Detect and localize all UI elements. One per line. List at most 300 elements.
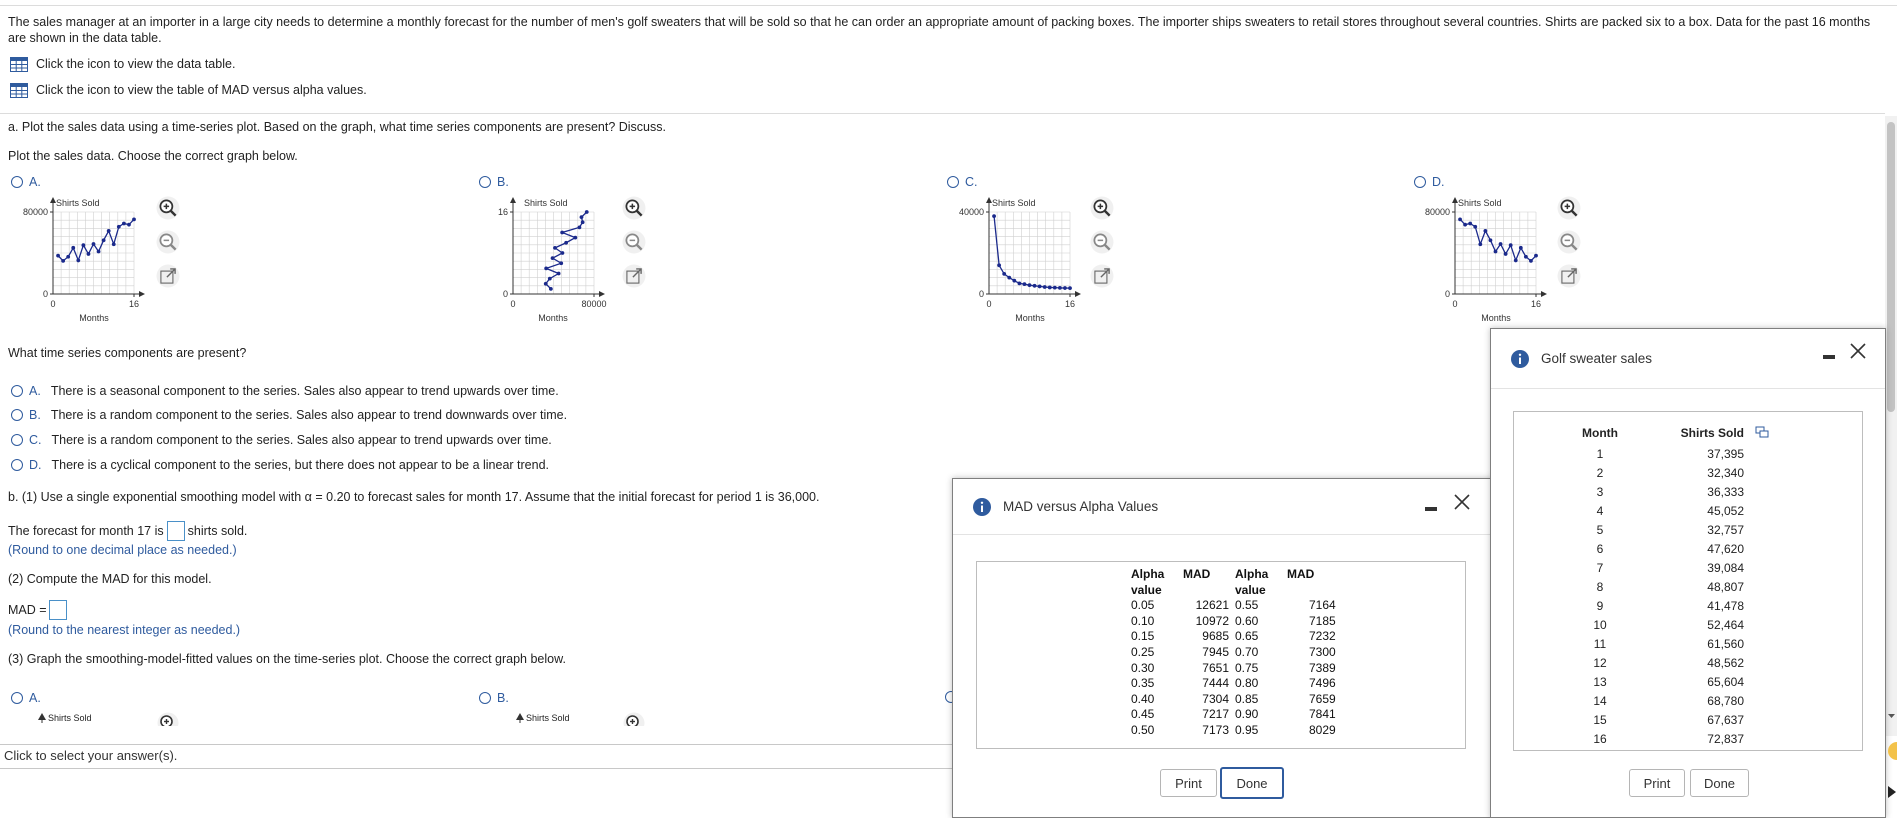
table-row	[1570, 672, 1774, 691]
shirts-sold-cell: 39,084	[1707, 560, 1744, 575]
data-point	[548, 277, 552, 281]
x-tick-label: 0	[1452, 299, 1458, 309]
data-point	[1068, 286, 1072, 290]
forecast-hint: (Round to one decimal place as needed.)	[8, 543, 237, 557]
month-cell: 6	[1596, 541, 1604, 556]
data-point	[1514, 259, 1518, 263]
mad-cell: 7304	[1202, 691, 1229, 706]
data-point	[585, 210, 589, 214]
data-point	[1483, 229, 1487, 233]
arrow-up-icon	[516, 713, 524, 723]
radio-button[interactable]	[11, 409, 23, 421]
arrow-right-icon[interactable]	[1886, 785, 1897, 799]
y-axis-arrow	[510, 197, 516, 203]
chart-grid	[1452, 197, 1547, 297]
radio-button[interactable]	[947, 176, 959, 188]
data-point	[1012, 279, 1016, 283]
data-point	[1529, 259, 1533, 263]
data-point	[1053, 286, 1057, 290]
data-point	[97, 250, 101, 254]
mad-table	[1131, 567, 1336, 739]
table-row	[1131, 676, 1336, 692]
done-button[interactable]: Done	[1220, 767, 1284, 799]
data-point	[544, 266, 548, 270]
data-point	[1519, 246, 1523, 250]
popout-icon[interactable]	[622, 264, 646, 288]
table-row	[1131, 598, 1336, 614]
chart-data-line	[56, 217, 136, 262]
x-tick-label: 80000	[581, 299, 607, 309]
month-cell: 13	[1593, 674, 1607, 689]
month-cell: 5	[1596, 522, 1604, 537]
data-point	[1002, 272, 1006, 276]
data-point	[112, 242, 116, 246]
x-axis-arrow	[1075, 291, 1081, 297]
data-point	[1033, 284, 1037, 288]
table-row	[1570, 577, 1774, 596]
shirts-sold-cell: 32,757	[1707, 522, 1744, 537]
mad-cell: 7217	[1202, 707, 1229, 722]
spacer-cell	[1750, 501, 1774, 520]
chart-grid	[50, 197, 145, 297]
print-button[interactable]: Print	[1629, 769, 1685, 797]
shirts-sold-cell: 48,562	[1707, 655, 1744, 670]
scroll-down-arrow-icon[interactable]	[1886, 712, 1897, 720]
data-table-link-text[interactable]: Click the icon to view the data table.	[36, 57, 236, 71]
shirts-sold-cell: 32,340	[1707, 465, 1744, 480]
spacer-cell	[1750, 710, 1774, 729]
table-row	[1131, 723, 1336, 739]
table-row	[1570, 653, 1774, 672]
month-cell: 14	[1593, 693, 1607, 708]
data-point	[71, 246, 75, 250]
mad-cell: 7841	[1309, 707, 1336, 722]
section-divider	[0, 113, 1885, 114]
mad-answer-input[interactable]	[49, 600, 67, 620]
header-shirts-sold: Shirts Sold	[1680, 426, 1744, 440]
graph-c[interactable]	[936, 190, 1086, 325]
data-point	[127, 223, 131, 227]
table-row	[1570, 501, 1774, 520]
table-row	[1570, 558, 1774, 577]
table-row	[1131, 707, 1336, 723]
dialog-title: MAD versus Alpha Values	[1003, 499, 1159, 514]
data-point	[1048, 286, 1052, 290]
y-axis-title: Shirts Sold	[1458, 198, 1502, 208]
alpha-cell: 0.85	[1235, 691, 1259, 706]
data-point	[557, 272, 561, 276]
data-point	[581, 220, 585, 224]
shirts-sold-cell: 36,333	[1707, 484, 1744, 499]
data-point	[551, 256, 555, 260]
table-row	[1570, 482, 1774, 501]
alpha-cell: 0.80	[1235, 676, 1259, 691]
table-icon[interactable]	[10, 83, 28, 98]
data-point	[1473, 225, 1477, 229]
data-point	[1007, 276, 1011, 280]
part-a-question: a. Plot the sales data using a time-series plot. Based on the graph, what time series components are present? Discuss.	[8, 120, 666, 134]
shirts-sold-cell: 41,478	[1707, 598, 1744, 613]
mad-cell: 7945	[1202, 644, 1229, 659]
month-cell: 7	[1596, 560, 1604, 575]
data-point	[1478, 242, 1482, 246]
mad-line: MAD =	[8, 600, 70, 620]
table-row	[1131, 614, 1336, 630]
data-point	[564, 241, 568, 245]
spacer-cell	[1750, 520, 1774, 539]
shirts-sold-cell: 47,620	[1707, 541, 1744, 556]
graph-b[interactable]	[468, 190, 618, 325]
x-axis-title: Months	[79, 313, 109, 323]
spacer-cell	[1750, 444, 1774, 463]
graph-a[interactable]	[0, 190, 150, 325]
radio-button[interactable]	[1414, 176, 1426, 188]
data-point	[61, 259, 65, 263]
shirts-sold-cell: 45,052	[1707, 503, 1744, 518]
table-row	[1570, 444, 1774, 463]
graph-option-b[interactable]: B.	[479, 174, 509, 190]
sales-table-panel	[1513, 411, 1863, 751]
radio-button[interactable]	[11, 692, 23, 704]
popout-icon[interactable]	[1557, 264, 1581, 288]
mad-cell: 7164	[1309, 598, 1336, 613]
shirts-sold-cell: 61,560	[1707, 636, 1744, 651]
alpha-cell: 0.10	[1131, 613, 1155, 628]
y-axis-title: Shirts Sold	[56, 198, 100, 208]
chart-grid	[986, 197, 1081, 297]
x-axis-arrow	[139, 291, 145, 297]
mad-hint: (Round to the nearest integer as needed.)	[8, 623, 241, 637]
fitted-graph-a-ytitle: Shirts Sold	[38, 713, 92, 723]
fitted-graph-option-a[interactable]: A.	[11, 690, 41, 706]
data-point	[56, 254, 60, 258]
data-point	[561, 251, 565, 255]
fitted-graph-b-ytitle: Shirts Sold	[516, 713, 570, 723]
month-cell: 12	[1593, 655, 1607, 670]
data-point	[87, 252, 91, 256]
data-point	[1509, 243, 1513, 247]
data-point	[81, 243, 85, 247]
data-point	[117, 225, 121, 229]
data-point	[1063, 286, 1067, 290]
zoom-out-icon[interactable]	[1090, 230, 1114, 254]
x-tick-label: 16	[1064, 299, 1076, 309]
scrollbar-thumb[interactable]	[1887, 122, 1895, 412]
month-cell: 11	[1593, 636, 1607, 651]
header-mad: MAD	[1183, 567, 1211, 581]
data-point	[1524, 255, 1528, 259]
header-alpha: Alpha value	[1235, 567, 1269, 597]
alpha-cell: 0.50	[1131, 722, 1155, 737]
data-point	[580, 215, 584, 219]
data-point	[1468, 222, 1472, 226]
spacer-cell	[1750, 634, 1774, 653]
month-cell: 15	[1593, 712, 1607, 727]
alpha-cell: 0.55	[1235, 598, 1259, 613]
y-tick-label: 0	[42, 289, 48, 299]
spacer-cell	[1750, 539, 1774, 558]
shirts-sold-cell: 48,807	[1707, 579, 1744, 594]
sales-dialog	[1490, 328, 1886, 818]
table-row	[1570, 520, 1774, 539]
data-point	[573, 236, 577, 240]
chart-data-line	[544, 210, 589, 291]
chart-data-line	[992, 214, 1072, 290]
x-tick-label: 0	[50, 299, 56, 309]
zoom-out-icon[interactable]	[1557, 230, 1581, 254]
alpha-cell: 0.90	[1235, 707, 1259, 722]
y-tick-label: 40000	[958, 207, 984, 217]
x-axis-arrow	[1541, 291, 1547, 297]
popout-icon[interactable]	[156, 264, 180, 288]
table-row	[1131, 661, 1336, 677]
info-icon	[1511, 350, 1529, 368]
part-a-instruction: Plot the sales data. Choose the correct graph below.	[8, 149, 298, 163]
y-tick-label: 80000	[22, 207, 48, 217]
radio-button[interactable]	[479, 692, 491, 704]
graph-option-c[interactable]: C.	[947, 174, 978, 190]
mad-cell: 7389	[1309, 660, 1336, 675]
spacer-cell	[1750, 653, 1774, 672]
x-tick-label: 16	[1530, 299, 1542, 309]
table-row	[1570, 596, 1774, 615]
alpha-cell: 0.05	[1131, 598, 1155, 613]
mad-cell: 10972	[1195, 613, 1229, 628]
graph-option-a[interactable]: A.	[11, 174, 41, 190]
zoom-in-icon[interactable]	[1090, 196, 1114, 220]
shirts-sold-cell: 67,637	[1707, 712, 1744, 727]
y-axis-title: Shirts Sold	[524, 198, 568, 208]
mad-cell: 7173	[1202, 722, 1229, 737]
mad-cell: 7300	[1309, 644, 1336, 659]
graph-option-d[interactable]: D.	[1414, 174, 1445, 190]
radio-button[interactable]	[11, 176, 23, 188]
table-icon[interactable]	[10, 57, 28, 72]
spacer-cell	[1750, 463, 1774, 482]
spacer-cell	[1750, 596, 1774, 615]
y-tick-label: 16	[497, 207, 508, 217]
spacer-cell	[1750, 558, 1774, 577]
components-question: What time series components are present?	[8, 346, 247, 360]
data-point	[544, 282, 548, 286]
forecast-line: The forecast for month 17 is shirts sold.	[8, 521, 247, 541]
table-row	[1570, 710, 1774, 729]
shirts-sold-cell: 68,780	[1707, 693, 1744, 708]
data-point	[1028, 283, 1032, 287]
forecast-answer-input[interactable]	[167, 521, 185, 541]
data-point	[1489, 238, 1493, 242]
table-row	[1570, 729, 1774, 748]
popout-icon[interactable]	[1090, 264, 1114, 288]
table-row	[1570, 539, 1774, 558]
dialog-header	[1491, 329, 1885, 389]
mad-cell: 7659	[1309, 691, 1336, 706]
month-cell: 1	[1596, 446, 1604, 461]
x-axis-title: Months	[1481, 313, 1511, 323]
close-icon[interactable]	[1453, 493, 1471, 511]
shirts-sold-cell: 65,604	[1707, 674, 1744, 689]
data-point	[992, 214, 996, 218]
alpha-cell: 0.30	[1131, 660, 1155, 675]
print-button[interactable]: Print	[1160, 769, 1217, 797]
graph-d[interactable]	[1402, 190, 1552, 325]
mad-cell: 7232	[1309, 629, 1336, 644]
table-row	[1131, 692, 1336, 708]
zoom-out-icon[interactable]	[156, 230, 180, 254]
data-point	[1017, 281, 1021, 285]
data-point	[76, 259, 80, 263]
data-point	[549, 287, 553, 291]
month-cell: 9	[1596, 598, 1604, 613]
components-option-b[interactable]: B. There is a random component to the series. Sales also appear to trend downwards over time.	[11, 407, 567, 423]
data-point	[1023, 282, 1027, 286]
mad-cell: 7496	[1309, 676, 1336, 691]
minimize-icon[interactable]	[1823, 355, 1835, 359]
zoom-in-icon[interactable]	[1557, 196, 1581, 220]
table-row	[1131, 645, 1336, 661]
components-option-c[interactable]: C. There is a random component to the series. Sales also appear to trend upwards over time.	[11, 432, 552, 448]
alpha-cell: 0.60	[1235, 613, 1259, 628]
mad-dialog	[952, 478, 1494, 818]
table-row	[1570, 615, 1774, 634]
mad-cell: 7651	[1202, 660, 1229, 675]
fitted-graph-option-b[interactable]: B.	[479, 690, 509, 706]
close-icon[interactable]	[1849, 342, 1867, 360]
data-point	[1458, 217, 1462, 221]
shirts-sold-cell: 37,395	[1707, 446, 1744, 461]
data-point	[997, 263, 1001, 267]
y-axis-title: Shirts Sold	[992, 198, 1036, 208]
footer-status: Click to select your answer(s).	[4, 748, 178, 763]
mad-cell: 9685	[1202, 629, 1229, 644]
arrow-up-icon	[38, 713, 46, 723]
data-point	[1499, 242, 1503, 246]
alpha-cell: 0.95	[1235, 722, 1259, 737]
part-b-question-1: b. (1) Use a single exponential smoothing model with α = 0.20 to forecast sales for month 17. Assume that the initial forecast for period 1 is 36,000.	[8, 490, 820, 504]
month-cell: 2	[1596, 465, 1604, 480]
spacer-cell	[1750, 691, 1774, 710]
alpha-cell: 0.70	[1235, 644, 1259, 659]
header-mad: MAD	[1287, 567, 1315, 581]
mad-cell: 8029	[1309, 722, 1336, 737]
data-point	[578, 225, 582, 229]
sales-table	[1570, 422, 1774, 748]
data-point	[1494, 250, 1498, 254]
month-cell: 16	[1593, 731, 1607, 746]
data-point	[132, 217, 136, 221]
x-tick-label: 0	[510, 299, 516, 309]
components-option-a[interactable]: A. There is a seasonal component to the series. Sales also appear to trend upwards over time.	[11, 383, 559, 399]
table-row	[1131, 629, 1336, 645]
spacer-cell	[1750, 577, 1774, 596]
x-tick-label: 16	[128, 299, 140, 309]
done-button[interactable]: Done	[1690, 769, 1749, 797]
data-point	[1534, 254, 1538, 258]
components-option-d[interactable]: D. There is a cyclical component to the series, but there does not appear to be a linear trend.	[11, 457, 549, 473]
month-cell: 3	[1596, 484, 1604, 499]
zoom-in-icon[interactable]	[156, 196, 180, 220]
problem-intro: The sales manager at an importer in a large city needs to determine a monthly forecast for the number of men's golf sweaters that will be sold so that he can order an appropriate amount of packing boxes. The importer ships sweaters to retail stores throughout several countries. Shirts are packed six to a box. Data for the past 16 months are shown in the data table.	[8, 15, 1871, 45]
x-tick-label: 0	[986, 299, 992, 309]
data-point	[560, 231, 564, 235]
alpha-cell: 0.45	[1131, 707, 1155, 722]
x-axis-arrow	[599, 291, 605, 297]
alpha-cell: 0.40	[1131, 691, 1155, 706]
data-point	[1058, 286, 1062, 290]
y-tick-label: 0	[502, 289, 508, 299]
x-axis-title: Months	[538, 313, 568, 323]
mad-table-link[interactable]	[10, 82, 367, 98]
table-row	[1570, 634, 1774, 653]
minimize-icon[interactable]	[1425, 507, 1437, 511]
data-point	[92, 242, 96, 246]
mad-cell: 7444	[1202, 676, 1229, 691]
radio-button[interactable]	[11, 385, 23, 397]
month-cell: 10	[1593, 617, 1607, 632]
spacer-cell	[1750, 672, 1774, 691]
radio-button[interactable]	[11, 434, 23, 446]
y-tick-label: 0	[978, 289, 984, 299]
data-point	[1043, 285, 1047, 289]
mad-cell: 7185	[1309, 613, 1336, 628]
mad-table-link-text[interactable]: Click the icon to view the table of MAD versus alpha values.	[36, 83, 367, 97]
data-point	[122, 222, 126, 226]
spacer-cell	[1750, 615, 1774, 634]
alpha-cell: 0.15	[1131, 629, 1155, 644]
top-divider	[0, 5, 1897, 6]
data-point	[107, 229, 111, 233]
data-point	[553, 246, 557, 250]
header-month: Month	[1582, 426, 1618, 440]
radio-button[interactable]	[11, 459, 23, 471]
table-row	[1570, 463, 1774, 482]
alpha-cell: 0.25	[1131, 644, 1155, 659]
alpha-cell: 0.65	[1235, 629, 1259, 644]
y-tick-label: 80000	[1424, 207, 1450, 217]
part-b-question-2: (2) Compute the MAD for this model.	[8, 572, 212, 586]
radio-button[interactable]	[479, 176, 491, 188]
alpha-cell: 0.75	[1235, 660, 1259, 675]
mad-cell: 12621	[1195, 598, 1229, 613]
shirts-sold-cell: 72,837	[1707, 731, 1744, 746]
alpha-cell: 0.35	[1131, 676, 1155, 691]
mad-table-panel	[976, 561, 1466, 749]
data-point	[66, 255, 70, 259]
copy-icon[interactable]	[1755, 426, 1769, 438]
zoom-in-icon[interactable]	[622, 196, 646, 220]
spacer-cell	[1750, 729, 1774, 748]
data-point	[102, 238, 106, 242]
table-row	[1570, 691, 1774, 710]
data-point	[1038, 285, 1042, 289]
data-table-link[interactable]	[10, 56, 235, 72]
zoom-out-icon[interactable]	[622, 230, 646, 254]
part-b-question-3: (3) Graph the smoothing-model-fitted values on the time-series plot. Choose the correct graph below.	[8, 652, 566, 666]
data-point	[1504, 252, 1508, 256]
data-point	[1463, 223, 1467, 227]
help-badge-icon[interactable]	[1886, 740, 1897, 762]
dialog-title: Golf sweater sales	[1541, 351, 1653, 366]
dialog-header	[953, 479, 1493, 535]
info-icon	[973, 498, 991, 516]
x-axis-title: Months	[1015, 313, 1045, 323]
month-cell: 4	[1596, 503, 1604, 518]
header-alpha: Alpha value	[1131, 567, 1165, 597]
shirts-sold-cell: 52,464	[1707, 617, 1744, 632]
y-tick-label: 0	[1444, 289, 1450, 299]
chart-data-line	[1458, 217, 1538, 262]
data-point	[559, 261, 563, 265]
